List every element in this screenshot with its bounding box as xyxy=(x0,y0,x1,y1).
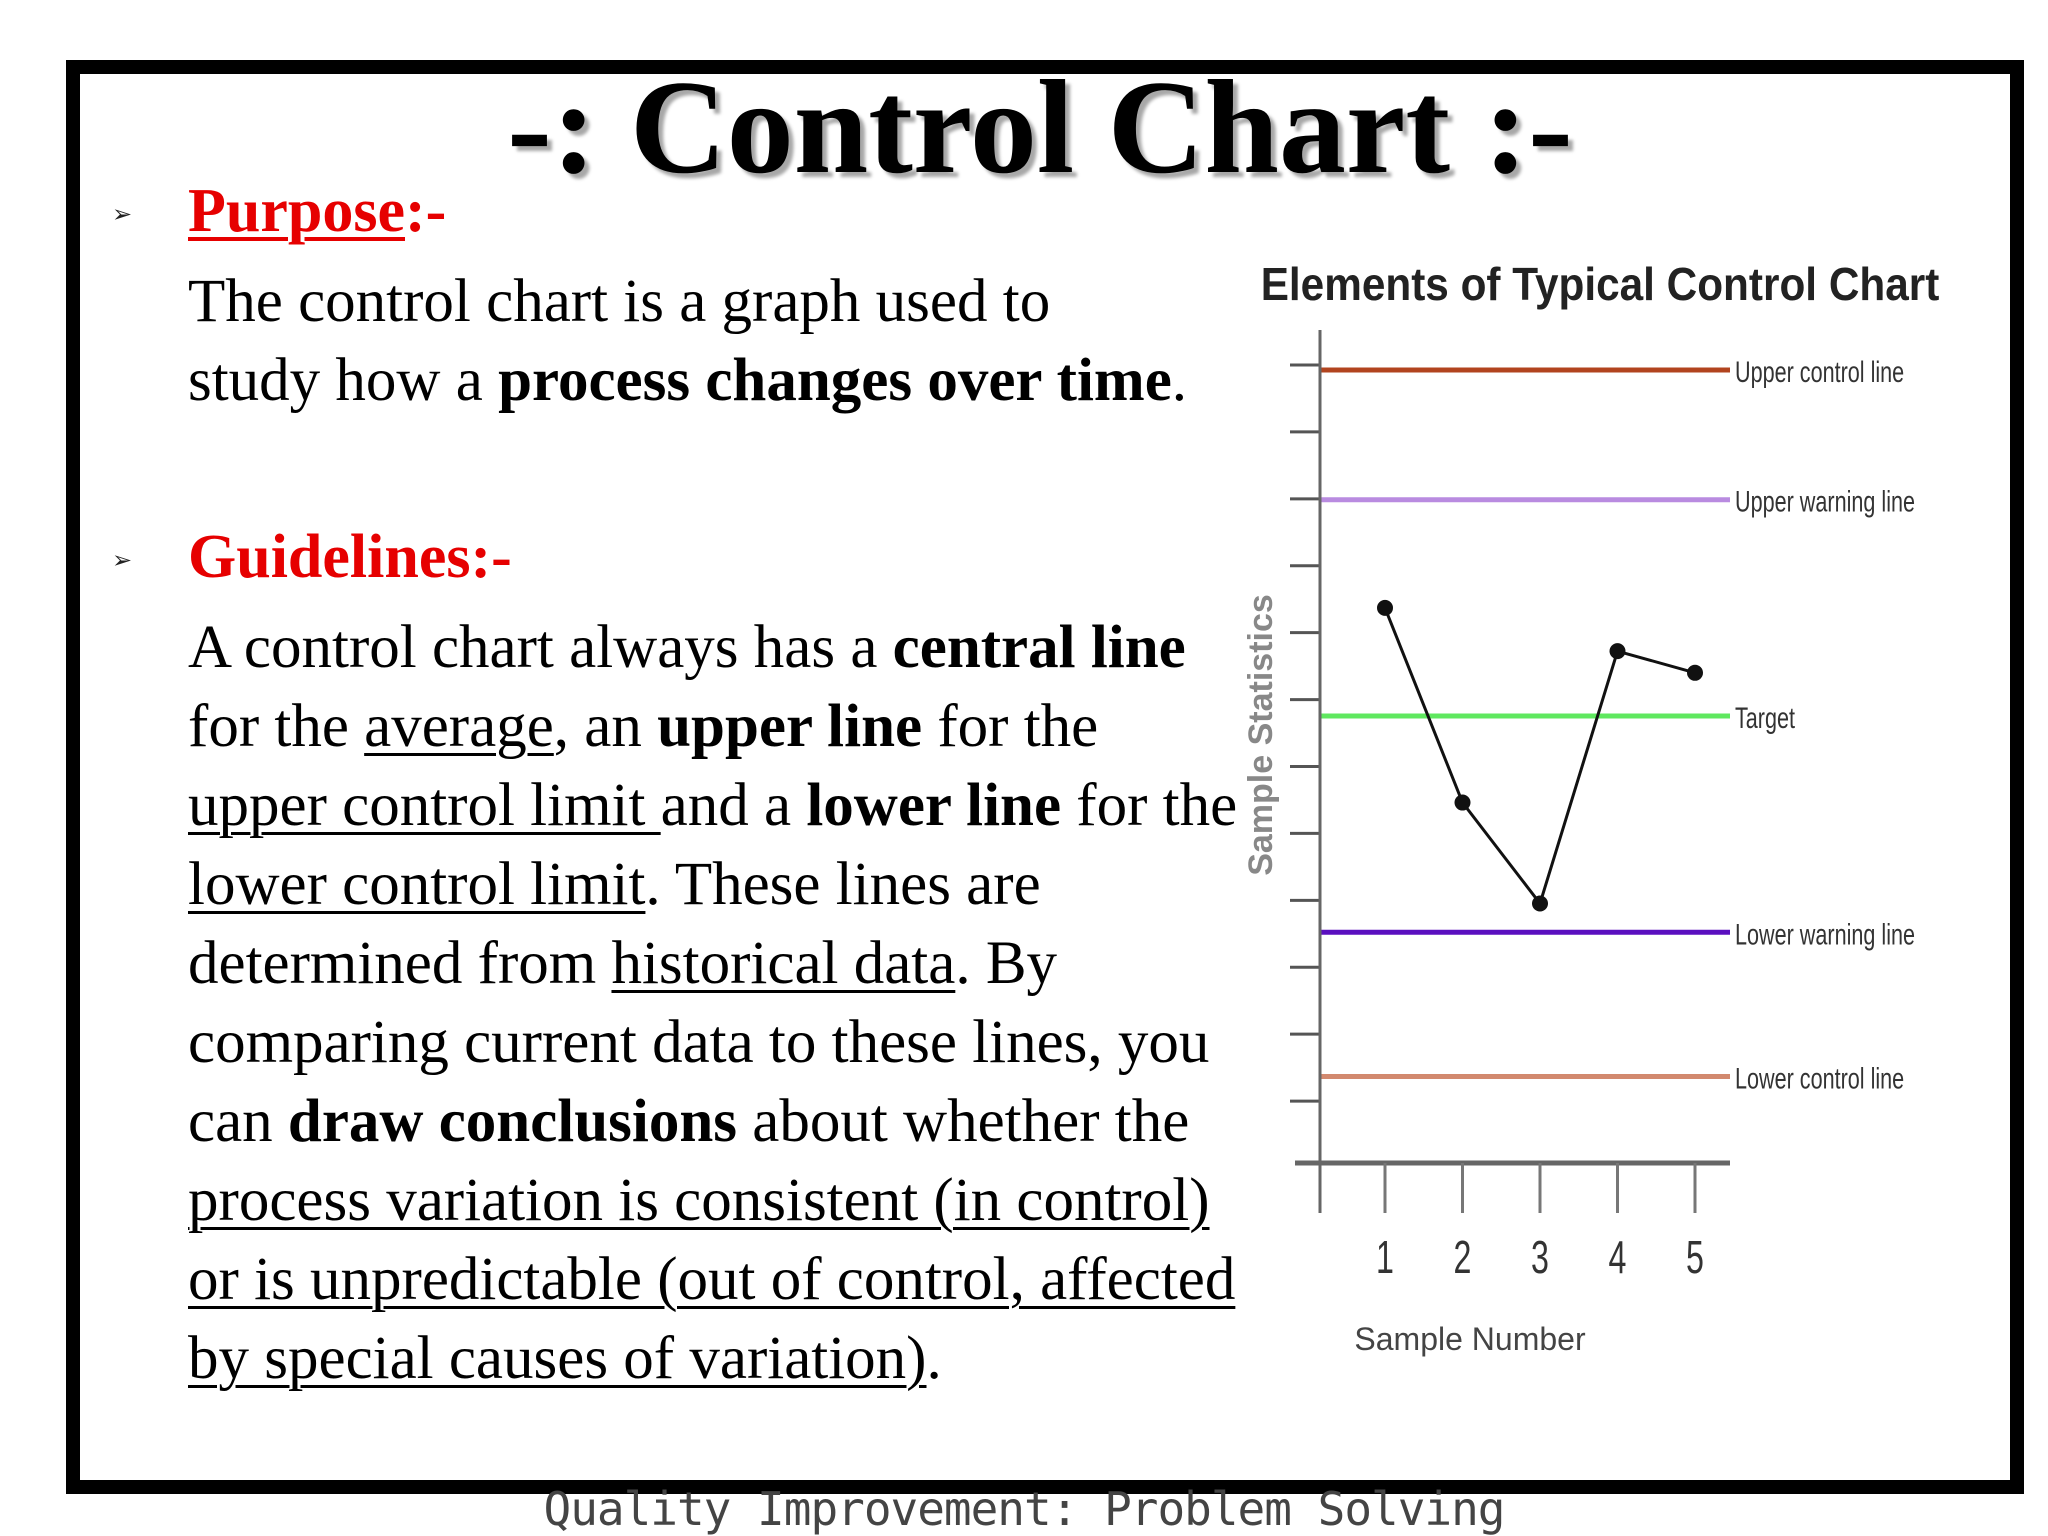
chart-x-axis-label: Sample Number xyxy=(1354,1321,1586,1357)
guidelines-text-part: for the xyxy=(922,693,1099,760)
guidelines-text-part: . These lines are determined from xyxy=(188,851,1041,997)
guidelines-text xyxy=(188,608,1248,1398)
guidelines-text-underline: upper control limit xyxy=(188,772,661,839)
purpose-heading-label: Purpose xyxy=(188,177,405,245)
reference-line-label: Upper warning line xyxy=(1735,484,1915,519)
x-tick-label: 2 xyxy=(1453,1232,1472,1284)
purpose-text-part: . xyxy=(1171,347,1188,414)
reference-line-label: Lower warning line xyxy=(1735,916,1915,952)
x-tick-label: 3 xyxy=(1531,1232,1549,1284)
guidelines-text-underline: lower control limit xyxy=(188,851,646,918)
purpose-heading xyxy=(188,177,447,245)
guidelines-text-part: and a xyxy=(660,772,807,839)
guidelines-text-underline: average xyxy=(364,693,554,760)
purpose-text xyxy=(188,262,1188,420)
control-chart xyxy=(1230,240,1990,1380)
guidelines-text-bold: central line xyxy=(892,614,1186,681)
data-point-2 xyxy=(1455,795,1471,811)
guidelines-text-part: . By comparing current data to these lines, you can xyxy=(188,930,1210,1155)
data-point-3 xyxy=(1532,895,1548,911)
chart-y-axis-label: Sample Statistics xyxy=(1242,594,1280,876)
guidelines-text-part: , an xyxy=(553,693,658,760)
data-point-1 xyxy=(1377,600,1393,616)
guidelines-text-part: for the xyxy=(1061,772,1238,839)
bullet-arrow-icon: ➢ xyxy=(112,200,133,228)
guidelines-heading: Guidelines:- xyxy=(188,523,512,591)
x-tick-label: 1 xyxy=(1376,1232,1394,1284)
data-series-line xyxy=(1385,608,1695,904)
purpose-text-bold: process changes over time xyxy=(498,347,1172,414)
slide-footer: Quality Improvement: Problem Solving xyxy=(543,1482,1505,1536)
data-point-5 xyxy=(1687,665,1703,681)
guidelines-text-part: about whether the xyxy=(737,1088,1190,1155)
guidelines-text-underline: process variation is consistent (in control) or is unpredictable (out of control, affected by special causes of variation) xyxy=(188,1167,1236,1392)
guidelines-text-part: . xyxy=(926,1325,942,1392)
x-tick-label: 5 xyxy=(1686,1232,1704,1284)
purpose-heading-suffix: :- xyxy=(405,177,447,245)
data-point-4 xyxy=(1610,643,1626,659)
guidelines-text-part: for the xyxy=(188,693,365,760)
reference-line-label: Upper control line xyxy=(1735,354,1905,389)
reference-line-label: Target xyxy=(1735,700,1795,735)
guidelines-text-bold: lower line xyxy=(806,772,1062,839)
reference-line-label: Lower control line xyxy=(1735,1060,1905,1096)
guidelines-text-part: A control chart always has a xyxy=(188,614,893,681)
bullet-arrow-icon: ➢ xyxy=(112,546,133,574)
slide-title: -: Control Chart :- xyxy=(507,53,1573,201)
guidelines-text-bold: upper line xyxy=(657,693,923,760)
chart-title: Elements of Typical Control Chart xyxy=(1260,259,1940,311)
guidelines-text-bold: draw conclusions xyxy=(287,1088,738,1155)
x-tick-label: 4 xyxy=(1608,1232,1627,1284)
guidelines-text-underline: historical data xyxy=(611,930,956,997)
purpose-text-part: The control chart is a graph used to study how a xyxy=(188,268,1051,414)
